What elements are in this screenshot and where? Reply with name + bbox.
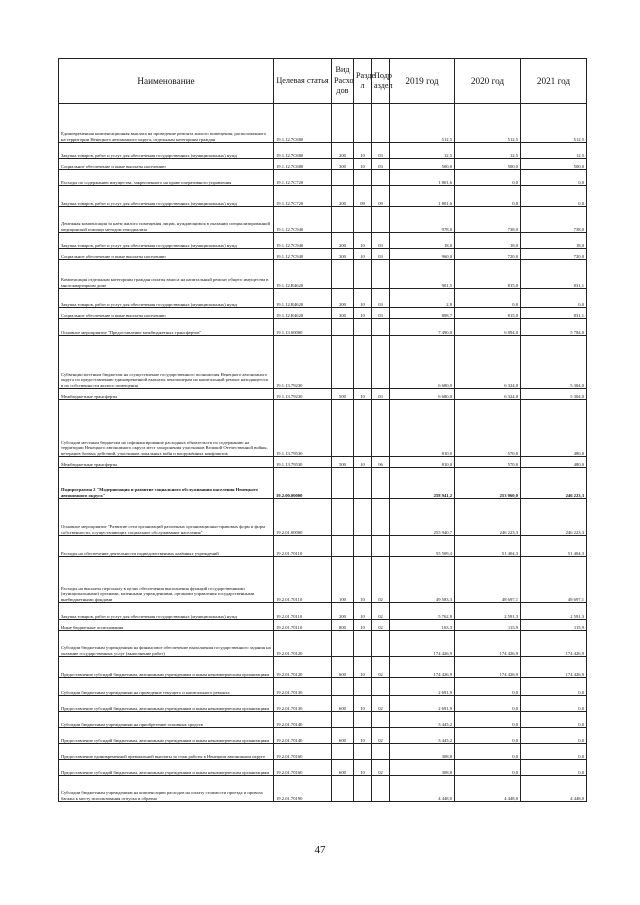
cell-2019: 2 691,9 [390,696,455,712]
cell-article: 19.2.01.70160 [274,760,332,776]
cell-name: Субсидии бюджетным учреждениям на приобретение основных средств [59,712,274,728]
cell-2020: 0,0 [455,728,521,744]
cell-expense-type [332,400,354,457]
cell-name: Закупка товаров, работ и услуг для обеспечения государственных (муниципальных) нужд [59,233,274,249]
cell-2019: 901,5 [390,260,455,289]
table-row [59,186,587,207]
cell-expense-type [332,744,354,760]
cell-2019: 4 448,0 [390,776,455,802]
table-row [59,400,587,457]
cell-subsection: 02 [372,760,390,776]
table-row [59,159,587,170]
cell-subsection: 03 [372,143,390,159]
cell-2020: 174 426,9 [455,657,521,678]
cell-section [354,678,372,696]
cell-section [354,499,372,536]
cell-article: 19.2.01.00000 [274,499,332,536]
cell-article: 19.1.13.79530 [274,457,332,468]
cell-name: Социальное обеспечение и иные выплаты населению [59,308,274,319]
cell-section: 10 [354,657,372,678]
cell-subsection: 02 [372,657,390,678]
table-row [59,289,587,308]
cell-2021: 0,0 [521,289,587,308]
cell-section: 10 [354,557,372,603]
table-row [59,319,587,336]
cell-2019: 12,5 [390,143,455,159]
cell-2019: 2 691,9 [390,678,455,696]
cell-article: 19.2.01.70120 [274,657,332,678]
cell-article: 19.2.01.70120 [274,631,332,657]
cell-2019: 3 445,2 [390,712,455,728]
cell-section [354,336,372,389]
cell-expense-type [332,336,354,389]
cell-2021: 4 448,0 [521,776,587,802]
cell-article: 19.1.12.7С680 [274,143,332,159]
cell-2019: 174 426,9 [390,657,455,678]
cell-section: 10 [354,457,372,468]
cell-subsection: 03 [372,233,390,249]
cell-2020: 174 426,9 [455,631,521,657]
cell-section [354,104,372,143]
cell-section: 10 [354,728,372,744]
cell-expense-type [332,678,354,696]
cell-expense-type: 500 [332,389,354,400]
cell-2020: 115,9 [455,620,521,631]
cell-2021: 51 404,3 [521,536,587,557]
cell-2021: 48 697,1 [521,557,587,603]
cell-name: Предоставление единовременной премиальной выплаты за стаж работы в Ненецком автономном округе [59,744,274,760]
cell-article: 19.2.00.00000 [274,468,332,499]
cell-name: Межбюджетные трансферты [59,389,274,400]
cell-article: 19.1.12.7С940 [274,233,332,249]
cell-subsection: 06 [372,457,390,468]
cell-2021: 246 223,3 [521,468,587,499]
cell-2020: 570,0 [455,400,521,457]
cell-2020: 0,0 [455,678,521,696]
cell-article: 19.1.13.79230 [274,336,332,389]
cell-section [354,319,372,336]
cell-subsection [372,776,390,802]
cell-section: 10 [354,289,372,308]
cell-name: Субсидии бюджетным учреждениям на компенсацию расходов на оплату стоимости проезда и провоза багажа к месту использования отпуска и обратно [59,776,274,802]
cell-2020: 0,0 [455,170,521,186]
table-row [59,620,587,631]
cell-2021: 0,0 [521,186,587,207]
cell-subsection [372,400,390,457]
cell-expense-type [332,104,354,143]
cell-section: 10 [354,389,372,400]
cell-section [354,207,372,233]
cell-2021: 5 304,0 [521,389,587,400]
cell-subsection: 02 [372,728,390,744]
cell-name: Субсидии бюджетным учреждениям на финансовое обеспечение выполнения государственного задания на оказание государственных услуг (выполнение работ) [59,631,274,657]
table-row [59,657,587,678]
table-row [59,728,587,744]
cell-2021: 512,5 [521,104,587,143]
cell-2020: 6 324,0 [455,389,521,400]
cell-subsection [372,468,390,499]
cell-name: Предоставление субсидий бюджетным, автономным учреждениям и иным некоммерческим организациям [59,728,274,744]
cell-2021: 738,0 [521,207,587,233]
cell-2020: 500,0 [455,159,521,170]
cell-article: 19.2.01.70140 [274,728,332,744]
cell-subsection: 09 [372,186,390,207]
cell-expense-type: 200 [332,289,354,308]
cell-article: 19.1.12.7С680 [274,159,332,170]
cell-2019: 2,8 [390,289,455,308]
cell-article: 19.2.01.70140 [274,712,332,728]
cell-expense-type [332,631,354,657]
cell-section: 09 [354,186,372,207]
cell-section [354,260,372,289]
cell-article: 19.2.01.70160 [274,744,332,760]
cell-2021: 246 223,3 [521,499,587,536]
cell-2020: 0,0 [455,289,521,308]
table-row [59,336,587,389]
cell-article: 19.1.12.R4620 [274,308,332,319]
cell-expense-type: 800 [332,620,354,631]
cell-name: Субсидии местным бюджетам на софинансирование расходных обязательств по содержанию на территории Ненецкого автономного округа мест захоронения участников Великой Отечественной войны, ветеранов боевых действий, участников локальных войн и вооружённых конфликтов [59,400,274,457]
cell-2019: 6 680,0 [390,336,455,389]
cell-name: Субсидии бюджетным учреждениям на проведение текущего и капитального ремонта [59,678,274,696]
table-row [59,678,587,696]
cell-2019: 18,0 [390,233,455,249]
cell-2020: 51 404,3 [455,536,521,557]
cell-name: Закупка товаров, работ и услуг для обеспечения государственных (муниципальных) нужд [59,289,274,308]
cell-name: Закупка товаров, работ и услуг для обеспечения государственных (муниципальных) нужд [59,143,274,159]
table-row [59,499,587,536]
cell-2020: 246 223,3 [455,499,521,536]
cell-subsection [372,744,390,760]
cell-subsection: 02 [372,603,390,620]
cell-2021: 831,1 [521,308,587,319]
cell-article: 19.1.12.7С680 [274,104,332,143]
cell-2021: 0,0 [521,678,587,696]
cell-article: 19.1.13.00000 [274,319,332,336]
cell-subsection [372,712,390,728]
cell-name: Денежная компенсация за наём жилого помещения лицам, нуждающимся в оказании специализированной медицинской помощи методом гемодиализа [59,207,274,233]
cell-2021: 174 426,9 [521,631,587,657]
cell-2019: 960,0 [390,249,455,260]
cell-subsection [372,536,390,557]
cell-section: 10 [354,696,372,712]
cell-section [354,170,372,186]
header-subsection: Подр аздел [372,59,390,104]
cell-subsection [372,170,390,186]
cell-name: Единовременная компенсационная выплата на проведение ремонта жилого помещения, расположенного на территории Ненецкого автономного округа, отдельным категориям граждан [59,104,274,143]
cell-section: 10 [354,308,372,319]
cell-expense-type [332,207,354,233]
cell-expense-type: 200 [332,143,354,159]
cell-subsection: 03 [372,308,390,319]
cell-article: 19.1.12.R4620 [274,289,332,308]
cell-2021: 12,5 [521,143,587,159]
header-2020: 2020 год [455,59,521,104]
table-row [59,308,587,319]
cell-subsection [372,104,390,143]
header-expense-type: Вид Расхо дов [332,59,354,104]
cell-2021: 500,0 [521,159,587,170]
table-body [59,104,587,802]
table-row [59,207,587,233]
cell-2020: 6 324,0 [455,336,521,389]
header-name: Наименование [59,59,274,104]
cell-2019: 3 445,2 [390,728,455,744]
cell-2019: 1 801,6 [390,170,455,186]
cell-2019: 174 426,9 [390,631,455,657]
table-row [59,249,587,260]
cell-article: 19.2.01.70130 [274,696,332,712]
cell-section: 10 [354,249,372,260]
cell-2019: 978,0 [390,207,455,233]
cell-2019: 810,0 [390,457,455,468]
table-row [59,260,587,289]
cell-2021: 115,9 [521,620,587,631]
budget-table-sheet [58,58,586,802]
cell-subsection [372,319,390,336]
cell-2021: 831,1 [521,260,587,289]
cell-2020: 253 060,0 [455,468,521,499]
table-row [59,744,587,760]
cell-section: 10 [354,159,372,170]
cell-name: Основное мероприятие "Развитие сети организаций различных организационно-правовых форм и форм собственности, осуществляющих социальное обслуживание населения" [59,499,274,536]
cell-section: 10 [354,143,372,159]
cell-2021: 174 426,9 [521,657,587,678]
header-2019: 2019 год [390,59,455,104]
table-row [59,536,587,557]
cell-expense-type [332,468,354,499]
budget-table [58,58,587,802]
cell-expense-type: 600 [332,696,354,712]
cell-2020: 0,0 [455,712,521,728]
cell-2020: 0,0 [455,744,521,760]
cell-expense-type: 600 [332,760,354,776]
cell-2021: 5 784,0 [521,319,587,336]
cell-name: Иные бюджетные ассигнования [59,620,274,631]
cell-expense-type: 500 [332,457,354,468]
table-row [59,631,587,657]
cell-2019: 1 801,6 [390,186,455,207]
cell-2020: 6 894,0 [455,319,521,336]
cell-2020: 738,0 [455,207,521,233]
table-row [59,389,587,400]
table-row [59,457,587,468]
cell-article: 19.2.01.70110 [274,557,332,603]
header-section: Разде л [354,59,372,104]
cell-expense-type: 300 [332,249,354,260]
cell-2020: 0,0 [455,186,521,207]
cell-subsection: 03 [372,289,390,308]
cell-2021: 2 591,3 [521,603,587,620]
cell-article: 19.1.12.7С720 [274,186,332,207]
table-row [59,104,587,143]
cell-name: Социальное обеспечение и иные выплаты населению [59,159,274,170]
cell-2019: 163,3 [390,620,455,631]
cell-name: Предоставление субсидий бюджетным, автономным учреждениям и иным некоммерческим организациям [59,657,274,678]
cell-article: 19.2.01.70110 [274,536,332,557]
cell-expense-type: 300 [332,308,354,319]
cell-subsection: 02 [372,696,390,712]
cell-2020: 18,0 [455,233,521,249]
cell-name: Основное мероприятие "Предоставление межбюджетных трансфертов" [59,319,274,336]
cell-2021: 480,0 [521,457,587,468]
table-row [59,557,587,603]
cell-expense-type [332,499,354,536]
cell-2020: 12,5 [455,143,521,159]
cell-2019: 258 941,2 [390,468,455,499]
cell-expense-type [332,776,354,802]
cell-name: Закупка товаров, работ и услуг для обеспечения государственных (муниципальных) нужд [59,186,274,207]
cell-name: Закупка товаров, работ и услуг для обеспечения государственных (муниципальных) нужд [59,603,274,620]
table-row [59,760,587,776]
cell-subsection [372,260,390,289]
cell-2021: 0,0 [521,728,587,744]
table-row [59,603,587,620]
cell-article: 19.2.01.70110 [274,603,332,620]
cell-article: 19.2.01.70190 [274,776,332,802]
cell-2021: 5 304,0 [521,336,587,389]
cell-2019: 5 762,8 [390,603,455,620]
cell-2021: 0,0 [521,696,587,712]
cell-2019: 6 680,0 [390,389,455,400]
cell-2020: 570,0 [455,457,521,468]
cell-name: Предоставление субсидий бюджетным, автономным учреждениям и иным некоммерческим организациям [59,760,274,776]
cell-2019: 255 940,7 [390,499,455,536]
cell-section: 10 [354,760,372,776]
cell-subsection: 03 [372,389,390,400]
cell-2020: 815,0 [455,260,521,289]
cell-article: 19.1.12.7С940 [274,249,332,260]
cell-article: 19.1.13.79530 [274,400,332,457]
cell-expense-type: 600 [332,728,354,744]
cell-subsection [372,499,390,536]
cell-2021: 720,0 [521,249,587,260]
cell-name: Межбюджетные трансферты [59,457,274,468]
cell-section [354,744,372,760]
cell-expense-type [332,536,354,557]
cell-name: Подпрограмма 2 "Модернизация и развитие социального обслуживания населения Ненецкого автономного округа" [59,468,274,499]
cell-2019: 512,5 [390,104,455,143]
cell-expense-type [332,712,354,728]
cell-subsection [372,631,390,657]
cell-expense-type [332,170,354,186]
header-article: Целевая статья [274,59,332,104]
cell-2019: 898,7 [390,308,455,319]
cell-subsection [372,336,390,389]
cell-section: 10 [354,603,372,620]
cell-expense-type [332,260,354,289]
cell-2019: 55 509,4 [390,536,455,557]
cell-article: 19.2.01.70110 [274,620,332,631]
cell-expense-type: 200 [332,186,354,207]
cell-name: Предоставление субсидий бюджетным, автономным учреждениям и иным некоммерческим организациям [59,696,274,712]
cell-2021: 0,0 [521,760,587,776]
cell-name: Социальное обеспечение и иные выплаты населению [59,249,274,260]
table-row [59,712,587,728]
cell-section: 10 [354,233,372,249]
cell-2019: 49 583,3 [390,557,455,603]
cell-section [354,468,372,499]
header-2021: 2021 год [521,59,587,104]
cell-section [354,631,372,657]
cell-2021: 0,0 [521,170,587,186]
cell-2019: 810,0 [390,400,455,457]
cell-subsection: 03 [372,159,390,170]
page-number: 47 [314,844,326,856]
cell-name: Расходы на выплаты персоналу в целях обеспечения выполнения функций государственными (муниципальными) органами, казенными учреждениями, органами управления государственными внебюджетными фондами [59,557,274,603]
cell-2021: 18,0 [521,233,587,249]
cell-name: Расходы по содержанию имущества, закрепленного на праве оперативного управления [59,170,274,186]
cell-section [354,776,372,802]
cell-section [354,536,372,557]
table-row [59,776,587,802]
cell-name: Расходы на обеспечение деятельности подведомственных казённых учреждений [59,536,274,557]
table-row [59,696,587,712]
cell-2020: 512,5 [455,104,521,143]
table-row [59,170,587,186]
cell-2021: 0,0 [521,744,587,760]
cell-expense-type: 300 [332,159,354,170]
table-row [59,143,587,159]
cell-expense-type: 100 [332,557,354,603]
cell-2019: 308,8 [390,744,455,760]
cell-subsection: 03 [372,249,390,260]
cell-2020: 4 448,0 [455,776,521,802]
cell-2019: 500,0 [390,159,455,170]
cell-expense-type: 200 [332,603,354,620]
cell-2020: 720,0 [455,249,521,260]
cell-2021: 0,0 [521,712,587,728]
cell-section: 10 [354,620,372,631]
cell-article: 19.1.12.R4620 [274,260,332,289]
cell-2019: 308,8 [390,760,455,776]
cell-name: Компенсация отдельным категориям граждан оплаты взноса на капитальный ремонт общего имущества в многоквартирном доме [59,260,274,289]
cell-2020: 48 697,1 [455,557,521,603]
cell-2019: 7 490,0 [390,319,455,336]
table-header-row [59,59,587,104]
cell-2020: 2 591,3 [455,603,521,620]
cell-2020: 815,0 [455,308,521,319]
cell-2021: 480,0 [521,400,587,457]
cell-2020: 0,0 [455,696,521,712]
cell-section [354,712,372,728]
cell-name: Субвенции местным бюджетам на осуществление государственного полномочия Ненецкого автономного округа по предоставлению единовременной выплаты пенсионерам на капитальный ремонт находящегося в их собственности жилого помещения [59,336,274,389]
cell-article: 19.1.13.79230 [274,389,332,400]
cell-expense-type: 600 [332,657,354,678]
cell-subsection: 02 [372,620,390,631]
cell-expense-type [332,319,354,336]
cell-article: 19.1.12.7С720 [274,170,332,186]
table-row [59,233,587,249]
cell-subsection [372,678,390,696]
cell-section [354,400,372,457]
cell-article: 19.2.01.70130 [274,678,332,696]
cell-article: 19.1.12.7С940 [274,207,332,233]
cell-expense-type: 200 [332,233,354,249]
cell-subsection: 02 [372,557,390,603]
table-row [59,468,587,499]
cell-subsection [372,207,390,233]
cell-2020: 0,0 [455,760,521,776]
